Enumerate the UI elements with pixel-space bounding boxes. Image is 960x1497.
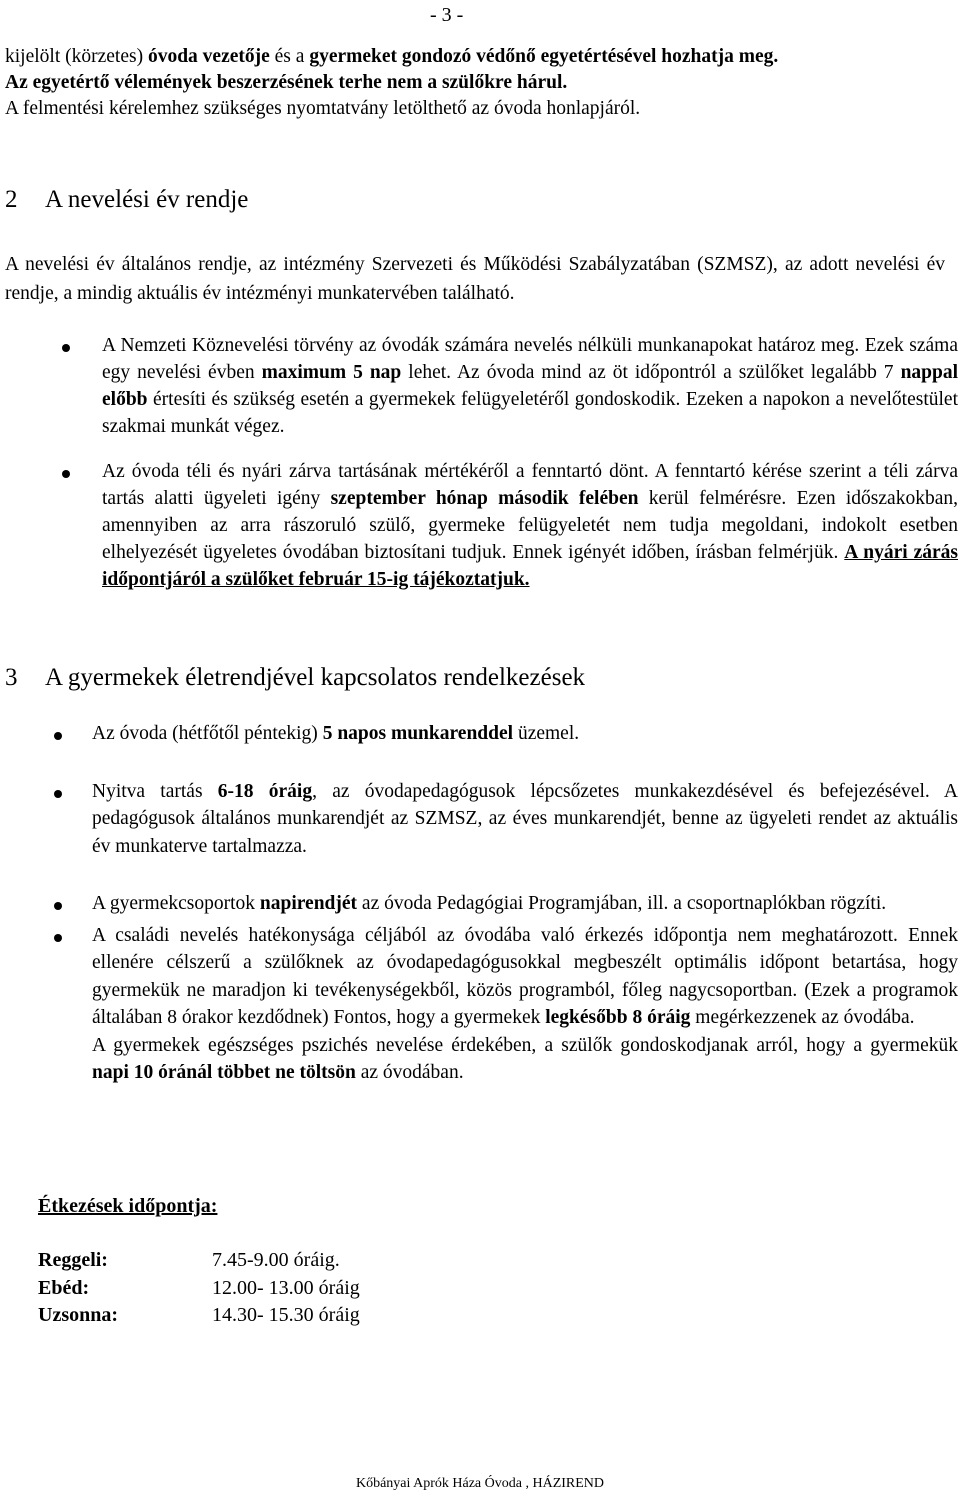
intro-text: és a <box>269 46 310 67</box>
text: Nyitva tartás <box>92 780 218 802</box>
list-item <box>50 720 958 748</box>
text: A gyermekcsoportok <box>92 893 260 914</box>
intro-paragraph <box>5 44 955 122</box>
intro-line: A felmentési kérelemhez szükséges nyomtatvány letölthető az óvoda honlapjáról. <box>5 98 641 119</box>
section-2-heading <box>5 186 248 214</box>
meals-title: Étkezések időpontja: <box>38 1195 218 1217</box>
bullet-icon <box>54 934 62 942</box>
section-2-paragraph: A nevelési év általános rendje, az intézmény Szervezeti és Működési Szabályzatában (SZMSZ), az adott nevelési év rendje, a mindig aktuális év intézményi munkatervében található. <box>5 254 945 304</box>
meal-label: Uzsonna: <box>38 1304 119 1326</box>
bullet-icon <box>54 790 62 798</box>
section-3-list <box>50 720 958 1087</box>
text: , az óvodapedagógusok lépcsőzetes munkakezdésével és befejezésével. A pedagógusok általános munkarendjét az SZMSZ, az éves munkarendjét, benne az ügyeleti rendet az aktuális év munkaterve tartalmazza. <box>92 780 958 857</box>
bold-text: szeptember hónap második felében <box>330 488 639 509</box>
list-item <box>50 890 958 918</box>
bullet-icon <box>54 902 62 910</box>
text: Az óvoda téli és nyári zárva tartásának mértékéről a fenntartó dönt. A fenntartó kérése szerint a téli zárva tartás alatti ügyeleti igény <box>102 461 958 509</box>
bold-text: 6-18 óráig <box>217 780 313 802</box>
section-number: 2 <box>5 186 18 213</box>
bold-text: napirendjét <box>259 893 358 914</box>
section-title: A gyermekek életrendjével kapcsolatos rendelkezések <box>45 664 586 691</box>
meal-time: 12.00- 13.00 óráig <box>212 1277 360 1299</box>
text: A családi nevelés hatékonysága céljából az óvodába való érkezés időpontja nem meghatározott. Ennek ellenére célszerű a szülőknek az óvodapedagógusokkal megbeszélt optimális időpont betartása, hogy gyermekük ne maradjon ki tevékenységekből, közös programból, főleg nagycsoportban. (Ezek a programok általában 8 órakor kezdődnek) Fontos, hogy a gyermekek <box>92 924 958 1028</box>
meal-row <box>38 1304 360 1327</box>
meal-row <box>38 1277 360 1300</box>
meal-time: 14.30- 15.30 óráig <box>212 1304 360 1326</box>
bullet-icon <box>54 732 62 740</box>
text: A Nemzeti Köznevelési törvény az óvodák számára nevelés nélküli munkanapokat határoz meg. Ezek száma egy nevelési évben <box>102 335 958 383</box>
bold-text: napi 10 óránál többet ne töltsön <box>92 1062 356 1083</box>
intro-text: kijelölt (körzetes) <box>5 46 148 67</box>
meal-label: Reggeli: <box>38 1249 108 1271</box>
meal-row <box>38 1249 340 1272</box>
text: üzemel. <box>513 723 580 744</box>
intro-bold: gyermeket gondozó védőnő egyetértésével hozhatja meg. <box>309 46 779 67</box>
list-item <box>50 922 958 1087</box>
bullet-icon <box>62 344 70 352</box>
text: értesíti és szükség esetén a gyermekek felügyeletéről gondoskodik. Ezeken a napokon a nevelőtestület szakmai munkát végez. <box>102 389 958 437</box>
text: az óvoda Pedagógiai Programjában, ill. a csoportnaplókban rögzíti. <box>357 893 887 914</box>
text: Az óvoda (hétfőtől péntekig) <box>92 723 323 744</box>
text: A gyermekek egészséges pszichés nevelése érdekében, a szülők gondoskodjanak arról, hogy a gyermekük <box>92 1034 958 1056</box>
text: lehet. Az óvoda mind az öt időpontról a szülőket legalább 7 <box>401 362 901 383</box>
list-item <box>62 332 958 440</box>
section-3-heading <box>5 664 585 692</box>
bold-text: 5 napos munkarenddel <box>322 723 514 744</box>
bold-text: legkésőbb 8 óráig <box>545 1007 691 1028</box>
page-number: - 3 - <box>430 4 464 26</box>
text: az óvodában. <box>355 1062 464 1083</box>
meal-label: Ebéd: <box>38 1277 90 1299</box>
list-item <box>62 458 958 593</box>
text: megérkezzenek az óvodába. <box>690 1007 915 1028</box>
intro-bold: óvoda vezetője <box>147 46 270 67</box>
bold-text: nappal előbb <box>102 362 959 410</box>
bold-text: maximum 5 nap <box>261 362 402 383</box>
bold-underlined-text: A nyári zárás időpontjáról a szülőket február 15-ig tájékoztatjuk. <box>102 542 958 590</box>
meal-time: 7.45-9.00 óráig. <box>212 1249 340 1271</box>
list-item <box>50 778 958 861</box>
text: kerül felmérésre. Ezen időszakokban, amennyiben az arra rászoruló szülő, gyermeke felügyeletét nem tudja megoldani, indokolt esetben elhelyezését ügyeletes óvodában biztosítani tudjuk. Ennek igényét időben, írásban felmérjük. <box>102 488 958 563</box>
section-title: A nevelési év rendje <box>45 186 249 213</box>
intro-bold-line: Az egyetértő vélemények beszerzésének terhe nem a szülőkre hárul. <box>5 72 568 93</box>
section-number: 3 <box>5 664 18 691</box>
section-2-list <box>62 332 958 593</box>
footer: Kőbányai Aprók Háza Óvoda , HÁZIREND <box>355 1476 605 1491</box>
bullet-icon <box>62 470 70 478</box>
